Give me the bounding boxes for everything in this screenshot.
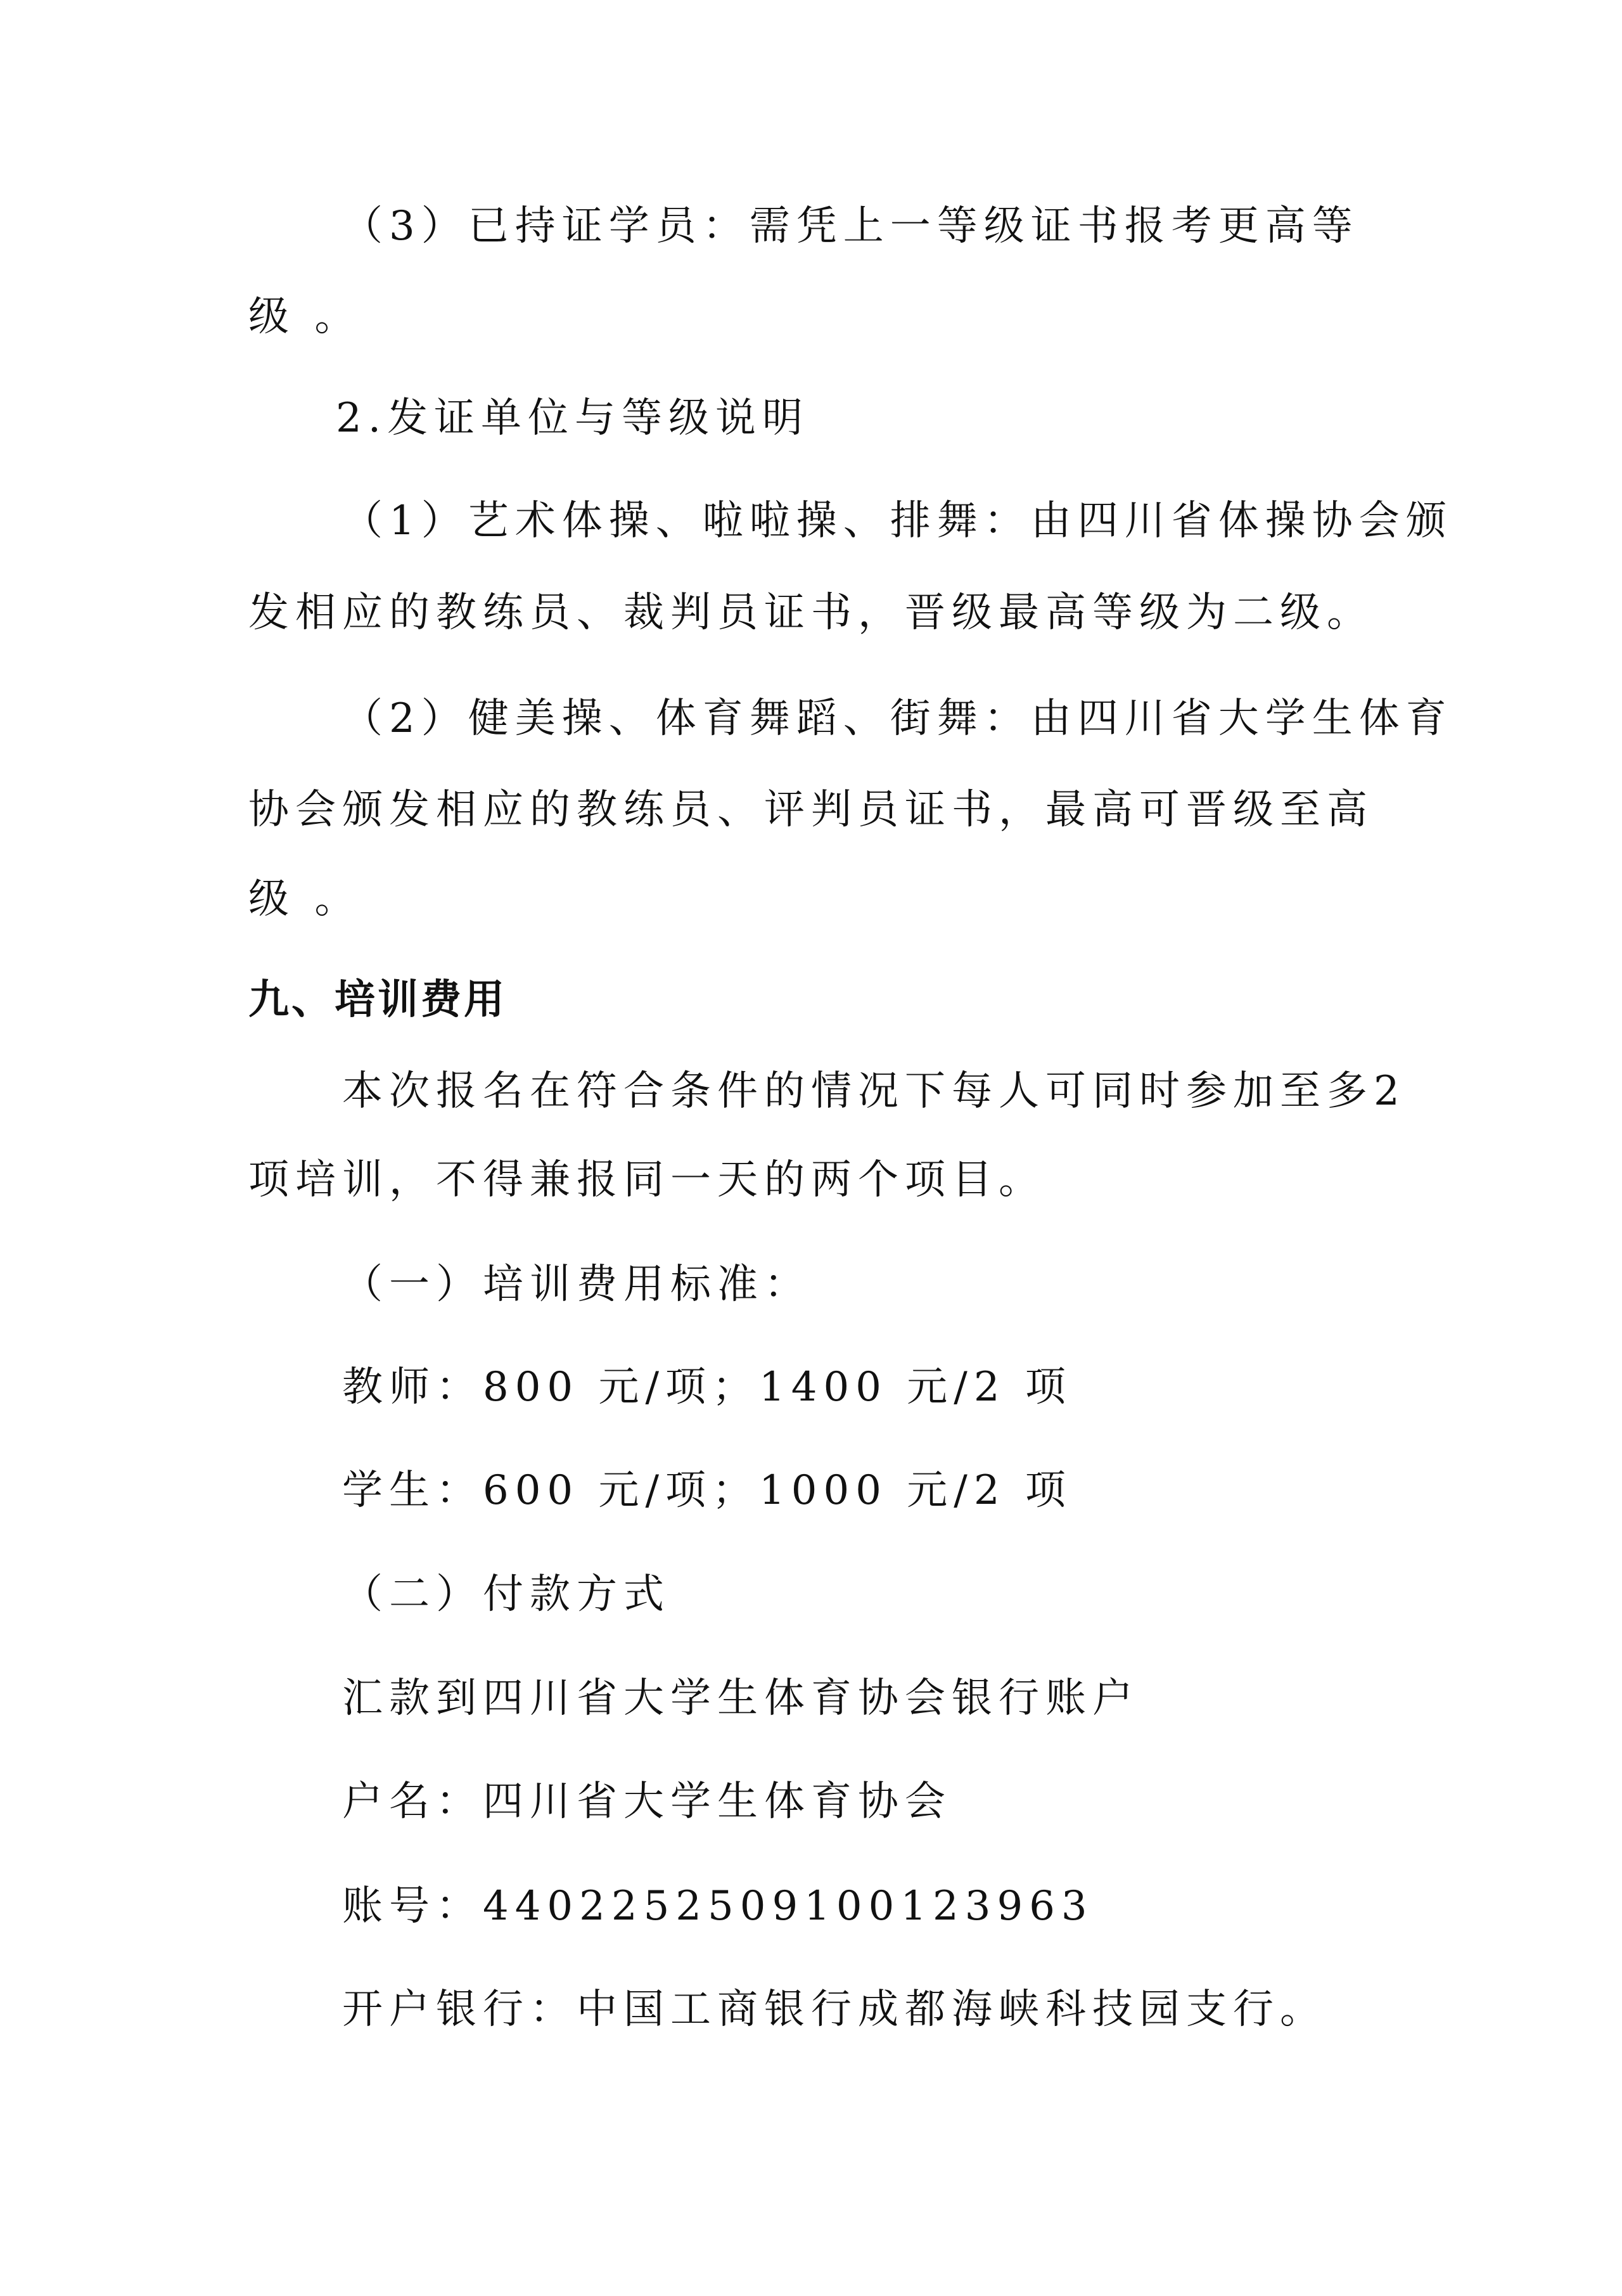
paragraph-line: 级 。 bbox=[248, 293, 362, 340]
paragraph-line: 本次报名在符合条件的情况下每人可同时参加至多2 bbox=[342, 1068, 1406, 1115]
payment-line: 汇款到四川省大学生体育协会银行账户 bbox=[342, 1675, 1139, 1722]
paragraph-line: （3）已持证学员：需凭上一等级证书报考更高等 bbox=[342, 203, 1359, 250]
fee-line: 学生：600 元/项；1000 元/2 项 bbox=[342, 1467, 1072, 1514]
paragraph-line: 项培训，不得兼报同一天的两个项目。 bbox=[248, 1157, 1045, 1203]
paragraph-line: （1）艺术体操、啦啦操、排舞：由四川省体操协会颁 bbox=[342, 497, 1453, 544]
subsection-title: （二）付款方式 bbox=[342, 1571, 670, 1618]
subsection-title: （一）培训费用标准： bbox=[342, 1261, 811, 1308]
account-number-line: 账号：4402252509100123963 bbox=[342, 1883, 1094, 1930]
paragraph-line: 级 。 bbox=[248, 876, 362, 923]
section-subtitle: 2.发证单位与等级说明 bbox=[336, 395, 810, 442]
bank-line: 开户银行：中国工商银行成都海峡科技园支行。 bbox=[342, 1986, 1327, 2033]
paragraph-line: 协会颁发相应的教练员、评判员证书，最高可晋级至高 bbox=[248, 786, 1374, 833]
fee-line: 教师：800 元/项；1400 元/2 项 bbox=[342, 1364, 1072, 1411]
section-heading: 九、培训费用 bbox=[248, 977, 507, 1023]
paragraph-line: 发相应的教练员、裁判员证书，晋级最高等级为二级。 bbox=[248, 589, 1374, 636]
paragraph-line: （2）健美操、体育舞蹈、街舞：由四川省大学生体育 bbox=[342, 695, 1453, 742]
account-name-line: 户名：四川省大学生体育协会 bbox=[342, 1778, 952, 1825]
